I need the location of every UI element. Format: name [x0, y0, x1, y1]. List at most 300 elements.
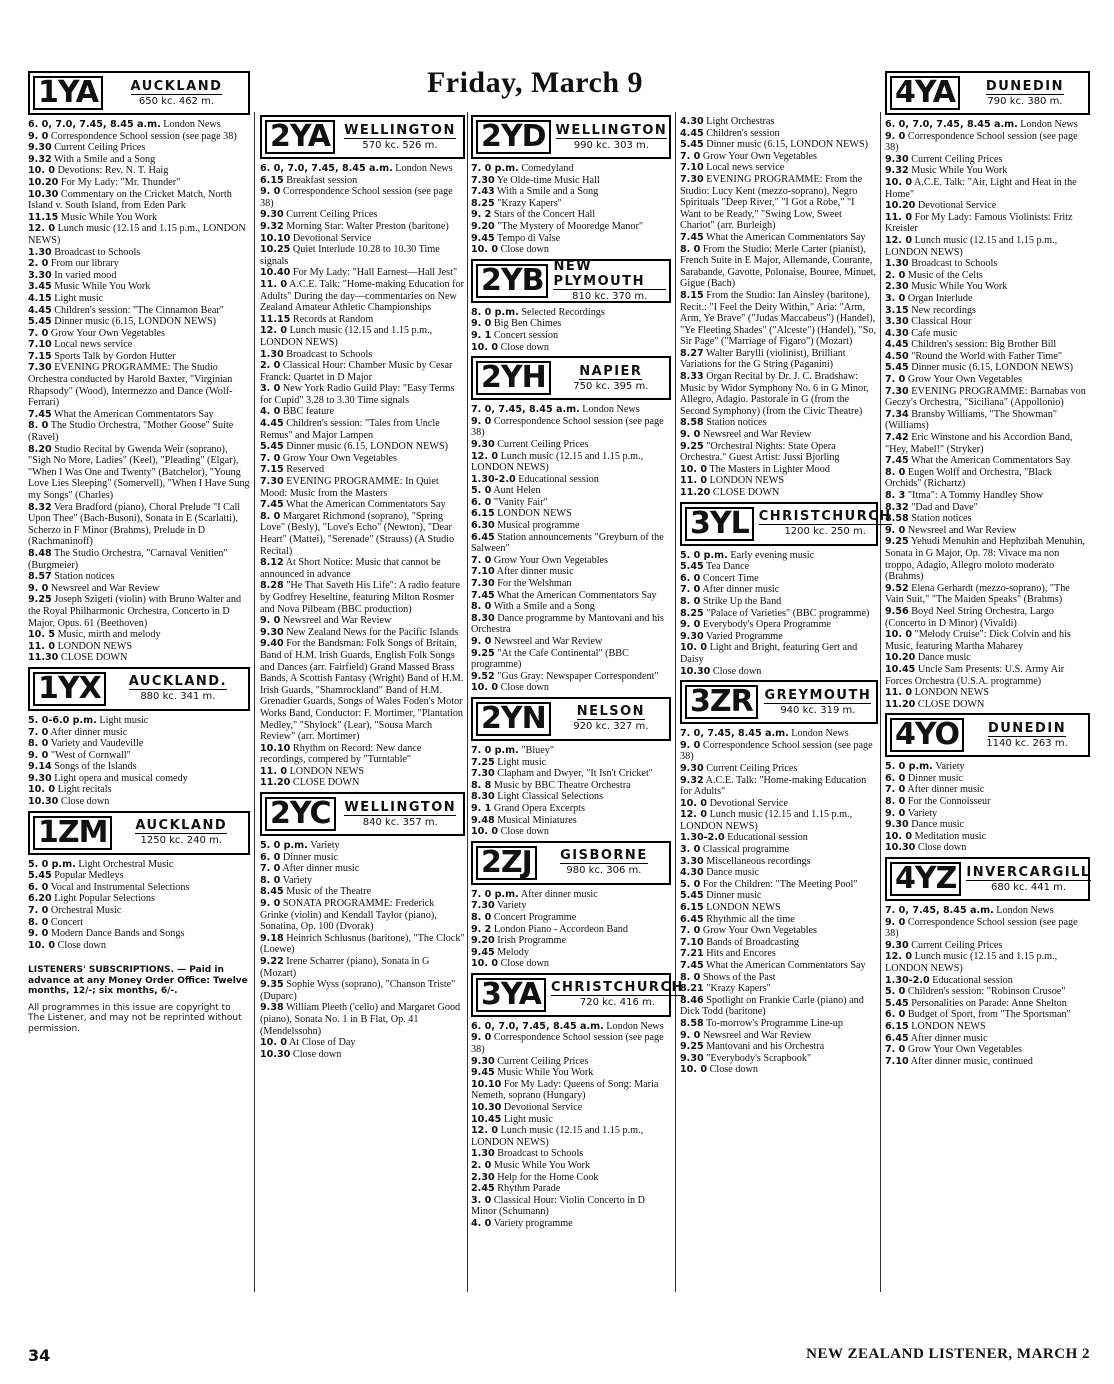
programme-entry [471, 815, 671, 827]
programme-entry [680, 1041, 878, 1053]
programme-entry [260, 244, 465, 267]
programme-time: 9.30 [471, 1055, 495, 1067]
programme-entry [28, 119, 250, 131]
programme-time: 10.30 [885, 842, 916, 854]
programme-time: 11.20 [885, 698, 916, 710]
programme-time: 4. 0 [471, 1217, 492, 1229]
programme-entry [471, 745, 671, 757]
programme-description: Dinner music (6.15, LONDON NEWS) [706, 139, 869, 151]
programme-description: London Piano - Accordeon Band [493, 923, 628, 935]
programme-entry [885, 784, 1090, 796]
station-frequency: 940 kc. 319 m. [780, 704, 856, 716]
programme-time: 8.48 [28, 547, 52, 559]
programme-description: Commentary on the Cricket Match, North Island v. South Island, from Eden Park [28, 188, 232, 212]
programme-time: 9. 0 [680, 619, 701, 631]
programme-description: Broadcast to Schools [497, 1148, 584, 1160]
programme-description: Close down [57, 939, 106, 951]
programme-time: 12. 0 [680, 809, 708, 821]
programme-description: For the Bandsman: Folk Songs of Britain, Band of H.M. Irish Guards, English Folk Songs and Dances (arr. Fairfield) Grand Massed Brass Bands, A Scottish Fantasy (Wright) Band of H.M. Irish Guards, "Shamrockland" Band of H.M. Grenadier Guards, Songs of Wales Foden's Motor Works Band, Conductor: F. Mortimer, "Plantation Medley," "Shylock" (Lear), "Sousa March Review" (arr. Mortimer) [260, 638, 464, 743]
programme-time: 9. 0 [885, 916, 906, 928]
programme-entry [260, 580, 465, 615]
programme-entry [885, 467, 1090, 490]
programme-time: 2. 0 [260, 360, 281, 372]
programme-time: 9.30 [260, 626, 284, 638]
station-header [28, 667, 250, 711]
programme-time: 7.30 [471, 900, 495, 912]
programme-entry [885, 270, 1090, 282]
programme-time: 9. 0 [28, 928, 49, 940]
programme-description: Classical programme [702, 844, 790, 856]
programme-time: 9.32 [260, 220, 284, 232]
programme-time: 6.15 [260, 174, 284, 186]
programme-entry [680, 348, 878, 371]
programme-time: 11. 0 [885, 687, 913, 699]
programme-entry [28, 893, 250, 905]
programme-description: Devotional Service [503, 1102, 583, 1114]
programme-description: Concert Programme [493, 911, 577, 923]
station-info [340, 123, 460, 152]
programme-entry [28, 750, 250, 762]
programme-description: From our library [50, 258, 119, 270]
programme-entry [471, 757, 671, 769]
programme-time: 9.45 [471, 1067, 495, 1079]
programme-time: 7.42 [885, 432, 909, 444]
programme-entry [471, 791, 671, 803]
programme-time: 3.30 [28, 269, 52, 281]
programme-time: 7.45 [885, 455, 909, 467]
programme-description: Bands of Broadcasting [706, 936, 800, 948]
programme-description: Dinner music [282, 851, 339, 863]
programme-description: Close down [500, 341, 549, 353]
programme-time: 10. 0 [28, 784, 56, 796]
programme-description: Light Orchestral Music [78, 858, 174, 870]
station-header [680, 680, 878, 724]
programme-entry [885, 281, 1090, 293]
station-call-sign: 2ZJ [476, 846, 537, 880]
programme-time: 10.30 [680, 665, 711, 677]
programme-entry [680, 128, 878, 140]
programme-description: After dinner music [520, 888, 598, 900]
programme-description: SONATA PROGRAMME: Frederick Grinke (violin) and Kendall Taylor (piano), Sonatina, Op. 100 (Dvorak) [260, 898, 437, 933]
programme-entry [471, 648, 671, 671]
programme-description: London News [606, 1020, 664, 1032]
programme-entry [471, 532, 671, 555]
programme-entry [885, 339, 1090, 351]
programme-description: CLOSE DOWN [292, 777, 360, 789]
programme-entry [885, 1033, 1090, 1045]
programme-description: Ye Olde-time Music Hall [496, 174, 600, 186]
programme-time: 6. 0 [471, 496, 492, 508]
programme-description: From the Studio: Merle Carter (pianist), French Suite in E Major, Allemande, Courante, Sarabande, Gavotte, Polonaise, Bouree, Minuet, Gigue (Bach) [680, 243, 877, 290]
programme-time: 1.30-2.0 [471, 473, 516, 485]
programme-entry [28, 142, 250, 154]
programme-description: Children's session: "The Cinnamon Bear" [54, 304, 224, 316]
programme-description: Music While You Work [497, 1067, 594, 1079]
programme-description: Grand Opera Excerpts [493, 802, 585, 814]
station-city: CHRISTCHURCH [550, 980, 684, 996]
programme-time: 7.30 [260, 476, 284, 488]
programme-description: Bransby Williams, "The Showman" (Williams) [885, 408, 1058, 432]
programme-description: Cafe music [911, 327, 958, 339]
programme-entry [471, 1032, 671, 1055]
station-header [885, 857, 1090, 901]
programme-description: Children's session: "Robinson Crusoe" [907, 986, 1066, 998]
programme-description: Grow Your Own Vegetables [702, 150, 818, 162]
station-city: AUCKLAND [130, 78, 223, 94]
programme-entry [260, 349, 465, 361]
programme-entry [885, 316, 1090, 328]
programme-time: 5. 0 p.m. [28, 858, 76, 870]
programme-description: Shows of the Past [702, 971, 776, 983]
programme-description: "Itma": A Tommy Handley Show [907, 490, 1044, 501]
programme-entry [471, 451, 671, 474]
programme-description: Concert Time [702, 572, 759, 584]
station-city: DUNEDIN [985, 78, 1065, 94]
programme-entry [680, 584, 878, 596]
programme-entry [28, 165, 250, 177]
programme-description: After dinner music [702, 584, 780, 596]
programme-description: "Bluey" [521, 744, 555, 756]
programme-description: In varied mood [54, 269, 117, 281]
programme-time: 7. 0 p.m. [471, 744, 519, 756]
programme-description: Popular Medleys [54, 870, 124, 882]
programme-entry [471, 318, 671, 330]
programme-entry [885, 409, 1090, 432]
programme-time: 8. 0 [471, 911, 492, 923]
programme-entry [28, 154, 250, 166]
programme-entry [471, 601, 671, 613]
programme-time: 10. 0 [28, 165, 56, 177]
programme-time: 5. 0 [680, 878, 701, 890]
programme-description: Local news service [706, 162, 785, 174]
station-info [969, 721, 1085, 750]
notice-heading: LISTENERS' SUBSCRIPTIONS. — Paid in advance at any Money Order Office: Twelve months, 12/-; six months, 6/-. [28, 965, 248, 997]
notice-body: All programmes in this issue are copyright to The Listener, and may not be reprinted without permission. [28, 1002, 242, 1034]
programme-entry [471, 590, 671, 602]
programme-time: 2.30 [471, 1171, 495, 1183]
programme-time: 5.45 [260, 441, 284, 453]
programme-description: Correspondence School session (see page 38) [885, 916, 1078, 940]
programme-time: 7. 0 [885, 1044, 906, 1056]
programme-entry [885, 629, 1090, 652]
programme-time: 9.30 [680, 1052, 704, 1064]
programme-entry [885, 1056, 1090, 1068]
programme-description: Stars of the Concert Hall [493, 209, 596, 221]
programme-description: To-morrow's Programme Line-up [706, 1017, 843, 1029]
programme-time: 7. 0, 7.45, 8.45 a.m. [680, 728, 789, 740]
programme-time: 5.45 [28, 870, 52, 882]
programme-time: 7. 0 [680, 925, 701, 937]
column-5 [885, 68, 1090, 1067]
station-info [553, 259, 666, 303]
programme-entry [28, 882, 250, 894]
programme-entry [680, 972, 878, 984]
programme-entry [885, 1009, 1090, 1021]
programme-entry [471, 497, 671, 509]
programme-entry [680, 174, 878, 232]
programme-entry [28, 131, 250, 143]
programme-entry [471, 1114, 671, 1126]
programme-description: Elena Gerhardt (mezzo-soprano), "The Vain Suit," "The Maiden Speaks" (Brahms) [885, 582, 1070, 606]
programme-time: 8.27 [680, 347, 704, 359]
station-header [471, 115, 671, 159]
station-city: CHRISTCHURCH [758, 509, 892, 525]
programme-entry [680, 631, 878, 643]
programme-description: Dance programme by Mantovani and his Orchestra [471, 612, 664, 636]
programme-description: Organ Recital by Dr. J. C. Bradshaw: Music by Widor Symphony No. 6 in G Minor, Allegro, Adagio. Pastorale in G (from the Second Symphony) (from the Civic Theatre) [680, 371, 869, 417]
programme-entry [885, 525, 1090, 537]
station-info [108, 79, 245, 108]
programme-entry [471, 768, 671, 780]
programme-description: After dinner music [496, 566, 574, 578]
programme-description: After dinner music [907, 784, 985, 796]
station-info [111, 674, 245, 703]
programme-description: After dinner music [282, 863, 360, 875]
programme-time: 9.30 [885, 819, 909, 831]
programme-description: Correspondence School session (see page 38) [260, 186, 453, 209]
programme-entry [260, 175, 465, 187]
programme-description: What the American Commentators Say [706, 960, 866, 971]
programme-description: Studio Recital by Gwenda Weir (soprano), "Sigh No More, Ladies" (Keel), "Pleading" (Elgar), "When I Was One and Twenty" (Batchelor), "Young Love Lies Sleeping" (Somervell), "When I Have Sung my Songs" (Charles) [28, 443, 250, 501]
programme-description: Eugen Wolff and Orchestra, "Black Orchids" (Richartz) [885, 466, 1053, 490]
programme-entry [885, 652, 1090, 664]
programme-time: 5.45 [885, 997, 909, 1009]
programme-description: The Studio Orchestra, "Mother Goose" Suite (Ravel) [28, 420, 234, 444]
programme-entry [260, 163, 465, 175]
programme-entry [885, 235, 1090, 258]
programme-entry [885, 831, 1090, 843]
station-info [556, 364, 666, 393]
programme-description: Current Ceiling Prices [497, 438, 589, 450]
programme-time: 8.15 [680, 289, 704, 301]
programme-time: 10. 0 [471, 341, 499, 353]
station-city: INVERCARGILL [966, 864, 1091, 880]
programme-description: Rhythmic all the time [706, 913, 795, 925]
programme-description: Eric Winstone and his Accordion Band, "Hey, Mabel!" (Stryker) [885, 432, 1073, 455]
programme-entry [471, 826, 671, 838]
programme-time: 6. 0, 7.0, 7.45, 8.45 a.m. [28, 119, 161, 130]
programme-description: LONDON NEWS [497, 508, 572, 520]
programme-time: 9. 0 [260, 186, 281, 198]
programme-time: 7.30 [471, 768, 495, 780]
programme-description: Local news service [54, 339, 133, 351]
programme-time: 8. 8 [471, 779, 492, 791]
programme-entry [680, 139, 878, 151]
column-1 [28, 68, 250, 1034]
programme-description: After dinner music [910, 1032, 988, 1044]
programme-entry [680, 867, 878, 879]
programme-entry [28, 870, 250, 882]
programme-time: 7.10 [28, 339, 52, 351]
programme-entry [885, 917, 1090, 940]
programme-description: Concert session [493, 329, 559, 341]
programme-description: Music While You Work [911, 281, 1008, 293]
programme-entry [680, 1053, 878, 1065]
programme-entry [28, 305, 250, 317]
station-city: WELLINGTON [344, 799, 457, 815]
programme-entry [471, 1079, 671, 1102]
programme-description: Light and Bright, featuring Gert and Daisy [680, 642, 858, 665]
programme-entry [260, 1049, 465, 1061]
programme-description: With a Smile and a Song [493, 601, 595, 613]
programme-description: Devotions: Rev. N. T. Haig [57, 165, 169, 177]
programme-description: Melody [497, 946, 529, 958]
programme-time: 7.30 [680, 173, 704, 185]
programme-entry [471, 416, 671, 439]
programme-time: 9.30 [885, 939, 909, 951]
programme-entry [885, 819, 1090, 831]
programme-time: 10.45 [885, 663, 916, 675]
programme-time: 9.25 [28, 594, 52, 606]
programme-description: Light opera and musical comedy [54, 772, 188, 784]
programme-entry [680, 244, 878, 290]
programme-time: 7. 0 [680, 150, 701, 162]
programme-entry [885, 386, 1090, 409]
station-call-sign: 1YA [33, 76, 103, 110]
programme-description: Personalities on Parade: Anne Shelton [911, 997, 1067, 1009]
programme-entry [260, 511, 465, 557]
programme-time: 5.45 [885, 362, 909, 374]
programme-description: Correspondence School session (see page 38) [885, 130, 1078, 154]
programme-description: London News [395, 163, 453, 174]
programme-time: 7.45 [471, 589, 495, 601]
programme-time: 9.40 [260, 638, 284, 650]
programme-description: Lunch music (12.15 and 1.15 p.m., LONDON NEWS) [471, 450, 644, 474]
programme-entry [680, 642, 878, 665]
programme-time: 6. 0 [28, 881, 49, 893]
programme-description: Yehudi Menuhin and Hephzibah Menuhin, Sonata in G Major, Op. 78: Vivace ma non troppo, Adagio, Allegro moloto moderato (Brahms) [885, 536, 1085, 583]
programme-time: 10.30 [471, 1102, 502, 1114]
programme-description: Current Ceiling Prices [911, 939, 1003, 951]
programme-entry [471, 1148, 671, 1160]
programme-time: 10. 0 [28, 939, 56, 951]
programme-entry [885, 374, 1090, 386]
programme-description: London News [582, 404, 640, 416]
programme-description: Dinner music (6.15, LONDON NEWS) [54, 316, 217, 328]
programme-time: 10.20 [885, 200, 916, 212]
programme-description: BBC feature [282, 406, 335, 418]
programme-time: 7.10 [680, 936, 704, 948]
programme-time: 6.30 [471, 520, 495, 532]
programme-time: 10. 0 [260, 1037, 288, 1049]
programme-entry [680, 937, 878, 949]
programme-entry [680, 1018, 878, 1030]
programme-entry [28, 247, 250, 259]
programme-entry [260, 221, 465, 233]
programme-time: 9.25 [471, 647, 495, 659]
programme-time: 7.25 [471, 756, 495, 768]
programme-entry [28, 940, 250, 952]
station-info [117, 818, 245, 847]
programme-entry [680, 116, 878, 128]
programme-entry [680, 151, 878, 163]
programme-entry [885, 1044, 1090, 1056]
programme-time: 6.45 [680, 913, 704, 925]
programme-time: 11.20 [260, 777, 291, 789]
programme-entry [471, 578, 671, 590]
station-header [28, 811, 250, 855]
programme-entry [680, 475, 878, 487]
programme-entry [885, 200, 1090, 212]
programme-entry [471, 244, 671, 256]
programme-time: 10. 5 [28, 629, 56, 641]
programme-time: 10.30 [28, 188, 59, 200]
programme-entry [260, 476, 465, 499]
programme-entry [260, 314, 465, 326]
programme-description: Close down [917, 842, 967, 854]
programme-time: 8.12 [260, 557, 284, 569]
programme-entry [471, 307, 671, 319]
programme-time: 12. 0 [471, 450, 499, 462]
programme-entry [28, 784, 250, 796]
programme-description: LONDON NEWS [289, 765, 364, 777]
programme-entry [260, 638, 465, 742]
station-city: NEW PLYMOUTH [553, 259, 666, 290]
programme-description: Devotional Service [917, 200, 997, 212]
programme-time: 12. 0 [28, 223, 56, 235]
programme-time: 8.57 [28, 571, 52, 583]
station-city: GISBORNE [560, 848, 648, 864]
programme-time: 6. 0, 7.0, 7.45, 8.45 a.m. [260, 163, 393, 174]
station-info [965, 79, 1085, 108]
programme-time: 8. 0 [885, 796, 906, 808]
station-frequency: 840 kc. 357 m. [362, 816, 438, 828]
programme-description: At Short Notice: Music that cannot be announced in advance [260, 557, 441, 580]
station-call-sign: 2YD [476, 120, 551, 154]
station-frequency: 680 kc. 441 m. [990, 881, 1067, 893]
programme-entry [28, 502, 250, 548]
programme-time: 2. 0 [28, 258, 49, 270]
programme-description: Early evening music [730, 549, 815, 561]
programme-time: 11. 0 [885, 211, 913, 223]
programme-time: 9.52 [885, 582, 909, 594]
programme-description: Light music [497, 756, 547, 768]
programme-time: 9. 0 [885, 524, 906, 536]
programme-description: Music of the Celts [907, 269, 983, 281]
station-frequency: 1250 kc. 240 m. [140, 835, 222, 847]
programme-entry [471, 682, 671, 694]
programme-description: Morning Star: Walter Preston (baritone) [286, 220, 449, 232]
programme-description: Station notices [54, 571, 115, 583]
programme-description: Close down [292, 1048, 342, 1060]
programme-entry [28, 928, 250, 940]
programme-description: Newsreel and War Review [702, 1029, 812, 1041]
programme-time: 9. 1 [471, 329, 492, 341]
programme-time: 6. 0 [885, 772, 906, 784]
programme-time: 9. 0 [680, 739, 701, 751]
station-frequency: 750 kc. 395 m. [573, 380, 649, 392]
programme-time: 9.48 [471, 814, 495, 826]
programme-description: Broadcast to Schools [286, 348, 373, 360]
programme-time: 3.15 [885, 304, 909, 316]
programme-description: Strike Up the Band [702, 595, 782, 607]
programme-time: 4.45 [28, 304, 52, 316]
programme-time: 9.30 [28, 772, 52, 784]
programme-entry [680, 983, 878, 995]
programme-description: London News [996, 905, 1054, 917]
programme-time: 10.30 [260, 1048, 291, 1060]
programme-description: Spotlight on Frankie Carle (piano) and Dick Todd (baritone) [680, 994, 864, 1018]
programme-entry [28, 293, 250, 305]
station-info [966, 865, 1090, 894]
programme-time: 10.10 [260, 742, 291, 754]
programme-time: 8.30 [471, 612, 495, 624]
programme-description: Music While You Work [493, 1160, 591, 1171]
programme-entry [28, 189, 250, 212]
programme-description: Dance music [911, 819, 965, 831]
programme-description: Lunch music (12.15 and 1.15 p.m., LONDON NEWS) [885, 951, 1058, 974]
programme-entry [885, 212, 1090, 235]
